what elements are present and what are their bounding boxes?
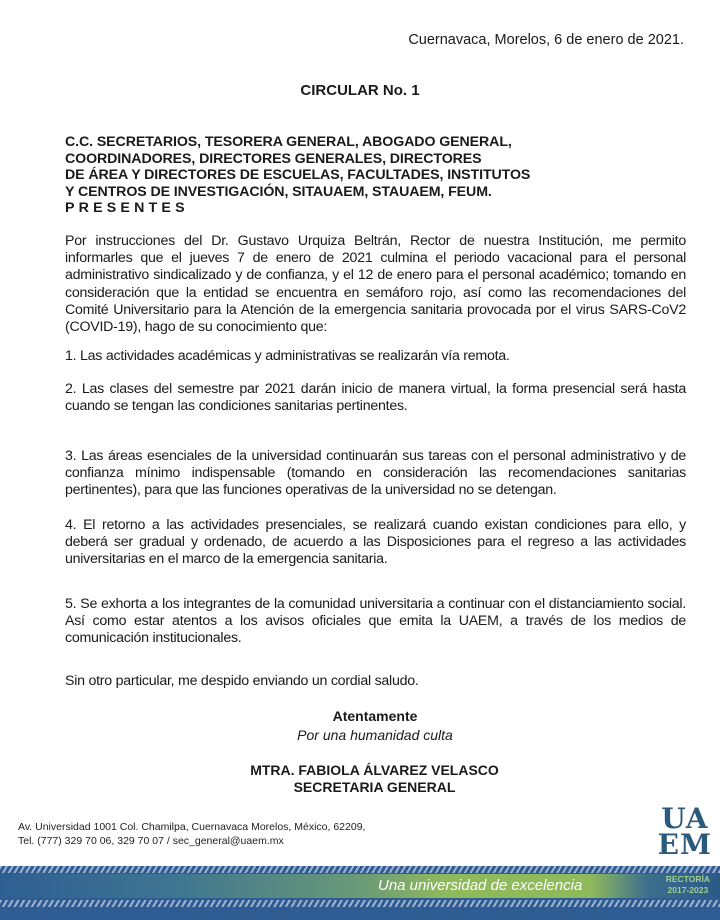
addressee-line: Y CENTROS DE INVESTIGACIÓN, SITAUAEM, STAUAEM, FEUM. xyxy=(65,183,492,200)
item-2: 2. Las clases del semestre par 2021 darán inicio de manera virtual, la forma presencial será hasta cuando se tengan las condiciones sanitarias pertinentes. xyxy=(65,381,686,415)
footer-banner xyxy=(0,866,720,920)
salutation: Atentamente xyxy=(332,708,418,724)
phone-email-line: Tel. (777) 329 70 06, 329 70 07 / sec_general@uaem.mx xyxy=(18,835,284,847)
addressee-line: COORDINADORES, DIRECTORES GENERALES, DIRECTORES xyxy=(65,150,482,167)
signer-position: SECRETARIA GENERAL xyxy=(293,779,456,795)
addressee-block xyxy=(65,134,530,217)
item-5: 5. Se exhorta a los integrantes de la comunidad universitaria a continuar con el distanciamiento social. Así como estar atentos a los avisos oficiales que emita la UAEM, a través de los medios de comunicación institucionales. xyxy=(65,596,686,647)
banner-stripes xyxy=(0,900,720,907)
addressee-line: DE ÁREA Y DIRECTORES DE ESCUELAS, FACULTADES, INSTITUTOS xyxy=(65,167,531,184)
banner-stripes xyxy=(0,866,720,873)
item-4: 4. El retorno a las actividades presenciales, se realizará cuando existan condiciones para ello, y deberá ser gradual y ordenado, de acuerdo a las Disposiciones para el regreso a las actividades universitarias en el marco de la emergencia sanitaria. xyxy=(65,517,686,568)
item-3: 3. Las áreas esenciales de la universidad continuarán sus tareas con el personal administrativo y de confianza mínimo indispensable (tomando en consideración las recomendaciones sanitarias pertinentes), para que las funciones operativas de la universidad no se detengan. xyxy=(65,448,686,499)
footer-address xyxy=(18,820,365,848)
circular-title: CIRCULAR No. 1 xyxy=(300,82,420,99)
addressee-line: C.C. SECRETARIOS, TESORERA GENERAL, ABOGADO GENERAL, xyxy=(65,134,512,150)
closing-line: Sin otro particular, me despido enviando un cordial saludo. xyxy=(65,673,419,689)
slogan: Una universidad de excelencia xyxy=(378,877,583,894)
banner-band xyxy=(0,874,720,898)
item-1: 1. Las actividades académicas y administrativas se realizarán vía remota. xyxy=(65,348,510,364)
intro-paragraph: Por instrucciones del Dr. Gustavo Urquiza Beltrán, Rector de nuestra Institución, me permito informarles que el jueves 7 de enero de 2021 culmina el periodo vacacional para el personal administrativo sindicalizado y de confianza, y el 12 de enero para el personal académico; tomando en consideración que la entidad se encuentra en semáforo rojo, así como las recomendaciones del Comité Universitario para la Atención de la emergencia sanitaria provocada por el virus SARS-CoV2 (COVID-19), hago de su conocimiento que: xyxy=(65,233,686,336)
presentes: PRESENTES xyxy=(65,200,189,217)
rectoria-badge: RECTORÍA 2017-2023 xyxy=(665,874,710,895)
date-line: Cuernavaca, Morelos, 6 de enero de 2021. xyxy=(408,32,684,48)
uaem-logo: UA EM xyxy=(657,802,712,861)
address-line: Av. Universidad 1001 Col. Chamilpa, Cuernavaca Morelos, México, 62209, xyxy=(18,821,366,833)
signer-name: MTRA. FABIOLA ÁLVAREZ VELASCO xyxy=(250,762,499,778)
motto: Por una humanidad culta xyxy=(297,727,453,743)
